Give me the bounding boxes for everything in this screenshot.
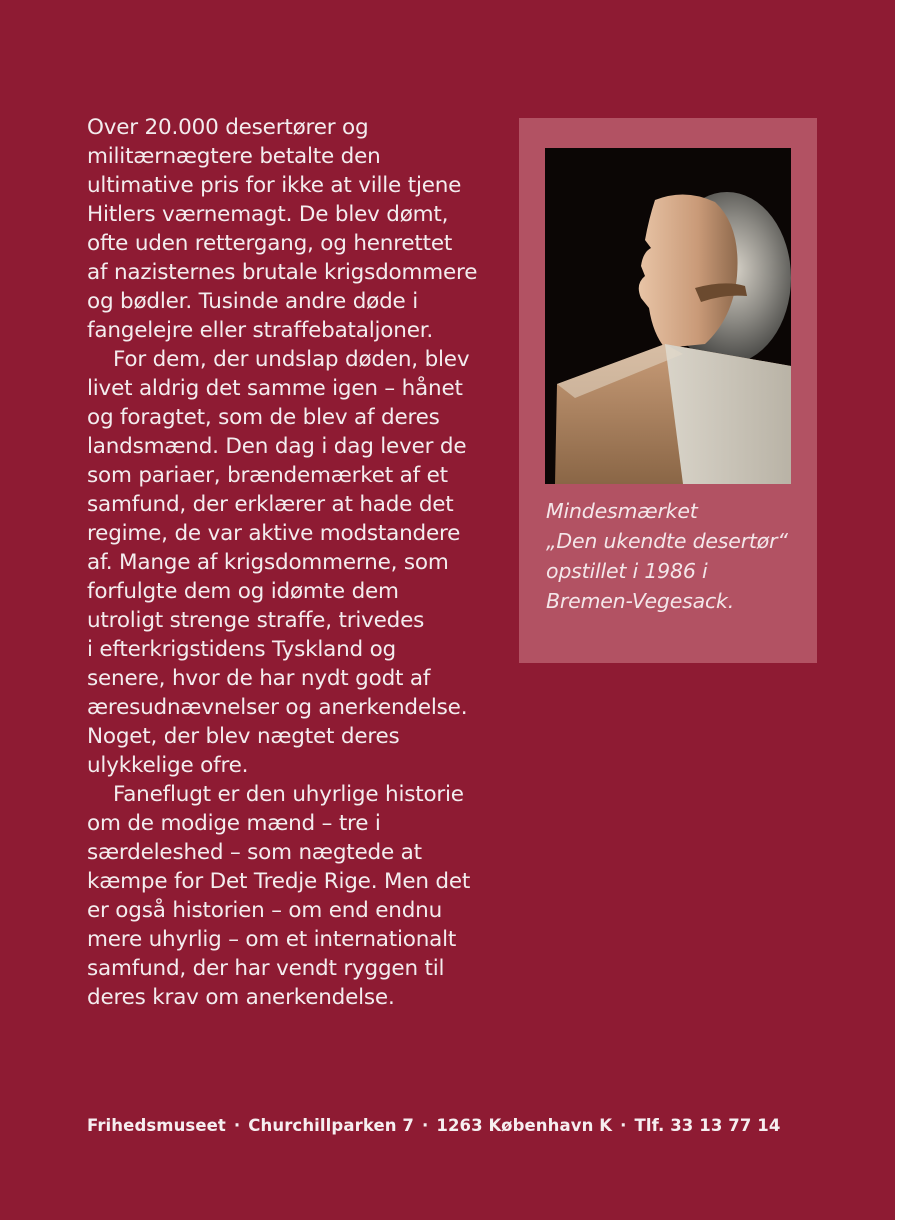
footer-phone: Tlf. 33 13 77 14	[634, 1116, 781, 1135]
blurb-line: i efterkrigstidens Tyskland og	[87, 637, 396, 662]
footer-separator: ·	[422, 1116, 429, 1135]
photo-caption	[546, 496, 811, 616]
blurb-line: ultimative pris for ikke at ville tjene	[87, 173, 462, 198]
footer-address: Churchillparken 7	[248, 1116, 415, 1135]
blurb-line: For dem, der undslap døden, blev	[113, 347, 470, 372]
blurb-line: som pariaer, brændemærket af et	[87, 463, 448, 488]
blurb-line: landsmænd. Den dag i dag lever de	[87, 434, 467, 459]
blurb-line: mere uhyrlig – om et internationalt	[87, 927, 457, 952]
blurb-line: æresudnævnelser og anerkendelse.	[87, 695, 468, 720]
blurb-line: af. Mange af krigsdommerne, som	[87, 550, 449, 575]
footer-museum: Frihedsmuseet	[87, 1116, 226, 1135]
blurb-line: militærnægtere betalte den	[87, 144, 381, 169]
blurb-line: regime, de var aktive modstandere	[87, 521, 461, 546]
blurb-line: Faneflugt er den uhyrlige historie	[113, 782, 464, 807]
blurb-line: samfund, der har vendt ryggen til	[87, 956, 445, 981]
blurb-line: særdeleshed – som nægtede at	[87, 840, 422, 865]
footer-city: 1263 København K	[436, 1116, 613, 1135]
blurb-line: ofte uden rettergang, og henrettet	[87, 231, 453, 256]
blurb-line: er også historien – om end endnu	[87, 898, 443, 923]
blurb-line: senere, hvor de har nydt godt af	[87, 666, 431, 691]
blurb-line: kæmpe for Det Tredje Rige. Men det	[87, 869, 471, 894]
blurb-line: Hitlers værnemagt. De blev dømt,	[87, 202, 449, 227]
caption-line: opstillet i 1986 i	[546, 559, 708, 583]
caption-line: „Den ukendte desertør“	[546, 529, 788, 553]
memorial-sculpture-illustration	[545, 148, 791, 484]
blurb-line: af nazisternes brutale krigsdommere	[87, 260, 478, 285]
blurb-line: fangelejre eller straffebataljoner.	[87, 318, 434, 343]
blurb-line: og foragtet, som de blev af deres	[87, 405, 440, 430]
blurb-line: og bødler. Tusinde andre døde i	[87, 289, 418, 314]
caption-line: Bremen-Vegesack.	[546, 589, 735, 613]
blurb-line: samfund, der erklærer at hade det	[87, 492, 454, 517]
blurb-line: forfulgte dem og idømte dem	[87, 579, 399, 604]
caption-line: Mindesmærket	[546, 499, 698, 523]
blurb-line: utroligt strenge straffe, trivedes	[87, 608, 425, 633]
blurb-line: ulykkelige ofre.	[87, 753, 249, 778]
blurb-line: livet aldrig det samme igen – hånet	[87, 376, 463, 401]
blurb-line: om de modige mænd – tre i	[87, 811, 381, 836]
footer-separator: ·	[233, 1116, 241, 1135]
blurb-line: Noget, der blev nægtet deres	[87, 724, 400, 749]
blurb-text	[87, 113, 517, 1012]
footer-separator: ·	[620, 1116, 627, 1135]
blurb-line: Over 20.000 desertører og	[87, 115, 369, 140]
publisher-footer	[87, 1114, 780, 1138]
memorial-photo	[545, 148, 791, 484]
blurb-line: deres krav om anerkendelse.	[87, 985, 395, 1010]
